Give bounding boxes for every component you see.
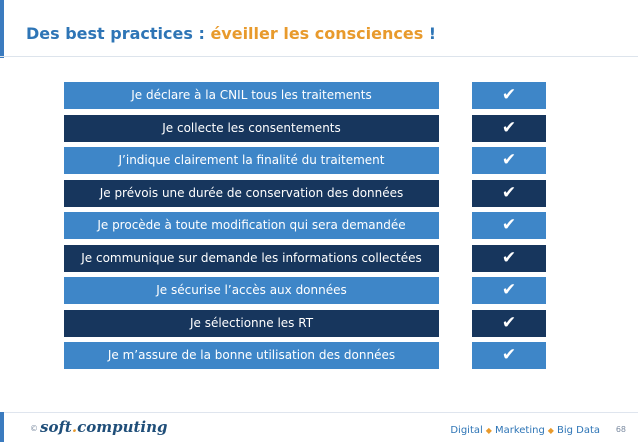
diamond-separator-icon: ◆ (485, 426, 492, 435)
checklist-row (0, 82, 638, 109)
check-icon: ✔ (472, 212, 546, 239)
tagline-big-data: Big Data (556, 425, 600, 436)
footer-divider (0, 412, 638, 413)
check-icon: ✔ (472, 82, 546, 109)
checklist-row (0, 212, 638, 239)
logo-text-computing: computing (77, 418, 168, 436)
checklist-item-label: Je communique sur demande les informations collectées (64, 245, 439, 272)
check-icon: ✔ (472, 310, 546, 337)
footer-accent-bar (0, 412, 4, 442)
check-icon: ✔ (472, 180, 546, 207)
checklist-item-label: Je sélectionne les RT (64, 310, 439, 337)
slide-title (26, 24, 436, 43)
check-icon: ✔ (472, 147, 546, 174)
checklist-row (0, 180, 638, 207)
checklist-item-label: Je m’assure de la bonne utilisation des données (64, 342, 439, 369)
check-icon: ✔ (472, 115, 546, 142)
company-logo (40, 418, 168, 436)
check-icon: ✔ (472, 277, 546, 304)
checklist-row (0, 147, 638, 174)
logo-text-soft: soft (40, 418, 72, 436)
title-part-2: éveiller les consciences (210, 24, 424, 43)
checklist-item-label: Je procède à toute modification qui sera demandée (64, 212, 439, 239)
checklist-item-label: J’indique clairement la finalité du traitement (64, 147, 439, 174)
title-part-3: ! (423, 24, 437, 43)
checklist-row (0, 115, 638, 142)
checklist-row (0, 277, 638, 304)
footer-tagline (450, 425, 600, 436)
logo-dot: . (71, 418, 78, 436)
page-number: 68 (615, 425, 626, 434)
title-divider (0, 56, 638, 57)
checklist-row (0, 342, 638, 369)
tagline-marketing: Marketing (494, 425, 545, 436)
copyright-symbol: © (30, 424, 38, 433)
checklist-item-label: Je prévois une durée de conservation des données (64, 180, 439, 207)
title-part-1: Des best practices : (26, 24, 211, 43)
check-icon: ✔ (472, 342, 546, 369)
checklist-item-label: Je déclare à la CNIL tous les traitements (64, 82, 439, 109)
check-icon: ✔ (472, 245, 546, 272)
left-accent-bar (0, 0, 4, 58)
checklist-item-label: Je collecte les consentements (64, 115, 439, 142)
checklist-row (0, 310, 638, 337)
checklist-row (0, 245, 638, 272)
tagline-digital: Digital (450, 425, 483, 436)
checklist-item-label: Je sécurise l’accès aux données (64, 277, 439, 304)
diamond-separator-icon: ◆ (547, 426, 554, 435)
